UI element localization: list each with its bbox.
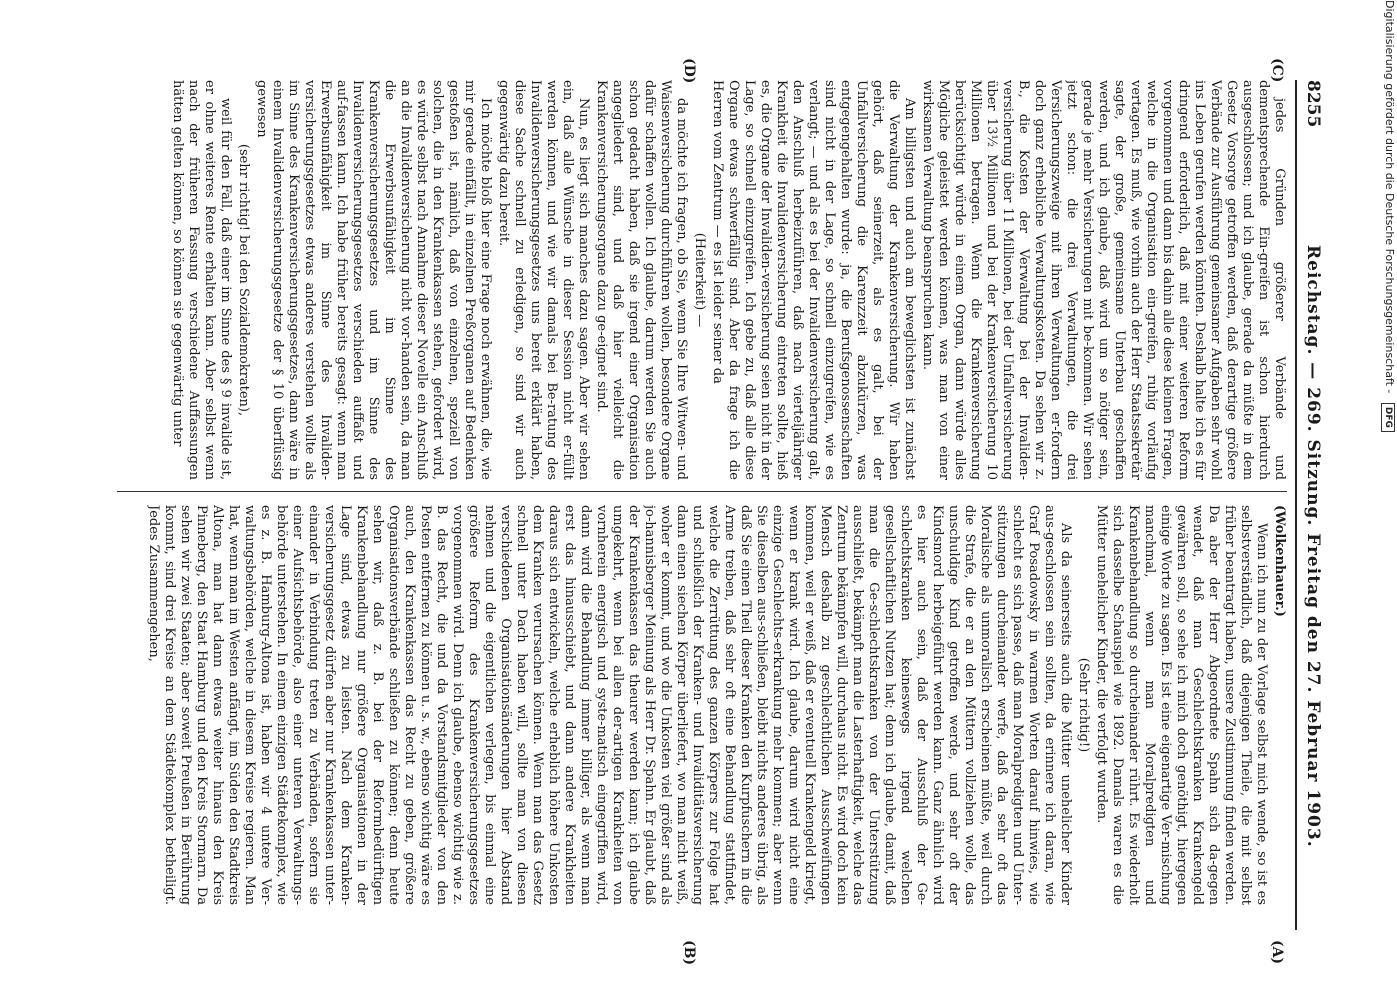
- dfg-logo: DFG: [1381, 403, 1395, 432]
- column-divider: [117, 491, 1287, 492]
- paragraph: Wenn ich nun zu der Vorlage selbst mich wende, so ist es selbstverständlich, daß diejenigen Theile, die mit selbst früher beantragt haben, unsere Zustimmung finden werden. Da aber der Herr Abgeordnete Spahn sich da-gegen wendet, daß man Geschlechtskranken Krankengeld gewähren soll, so sehe ich mich doch genöthigt, hiergegen einige Worte zu sagen. Es ist eine eigenartige Ver-mischung manchmal, wenn man Moralpredigten und Krankenbehandlung so durcheinander rührt. Es wiederholt sich dasselbe Schauspiel wie 1892. Damals waren es die Mütter unehelicher Kinder, die verfolgt wurden.: [1094, 505, 1269, 905]
- speaker-name: (Wolkenhauer.): [1272, 505, 1287, 617]
- interjection: (Heiterkeit) —: [692, 232, 707, 328]
- margin-mark-d: (D): [681, 58, 697, 84]
- page-title: Reichstag. — 269. Sitzung. Freitag den 27. Februar 1903.: [1303, 245, 1323, 848]
- digitization-note: [1381, 0, 1397, 1000]
- paragraph: Als da seinerseits auch die Mütter unehelicher Kinder aus-geschlossen sein sollten, da erinnere ich daran, wie Graf Posadowsky in warmen Worten darauf hinwies, wie schlecht es sich passe, daß man Moralpredigten und Unter-stützungen durcheinander werfe, daß da sehr oft das Moralische als unmoralisch erscheinen müßte, weil durch die Strafe, die er an den Müttern vollziehen wolle, das unschuldige Kind getroffen werde, und sehr oft der Kindsmord herbeigeführt werden kann. Ganz ähnlich wird es hier auch sein, daß der Ausschluß der Ge-schlechtskranken keineswegs irgend welchen gesellschaftlichen Nutzen hat; denn ich glaube, damit, daß man die Ge-schlechtskranken von der Unterstützung ausschließt, bekämpft man die Lasterhaftigkeit, welche das Zentrum bekämpfen will, durchaus nicht. Es wird doch kein Mensch deshalb zu geschlechtlichen Ausschweifungen kommen, weil er weiß, daß er eventuell Krankengeld kriegt, wenn er krank wird. Ich glaube, darum wird nicht eine einzige Geschlechts-erkrankung mehr kommen; aber wenn Sie dieselben aus-schließen, bleibt nichts anderes übrig, als daß Sie einen Theil dieser Kranken den Kurpfuschern in die Arme treiben, daß sehr oft eine Behandlung stattfindet, welche die Zerrüttung des ganzen Körpers zur Folge hat und schließlich der Kranken- und Invaliditätsversicherung dann einen siechen Körper überliefert, wo man nicht weiß, woher er kommt, und wo die Unkosten viel größer sind als jo-hannisberger Meinung als Herr Dr. Spahn. Er glaubt, daß der Krankenkassen das theurer werden kann; ich glaube umgekehrt, wenn bei allen der-artigen Krankheiten von vornherein energisch und syste-matisch eingegriffen wird, dann wird die Behandlung immer billiger, als wenn man erst das hinausschiebt, und dann andere Krankheiten daraus sich entwickeln, welche erheblich höhere Unkosten dem Kranken verursachen können. Wenn man das Gesetz schnell unter Dach haben will, sollte man von diesen verschiedenen Organisationsänderungen hier Abstand nehmen und die eigentlichen verlegen, bis einmal eine größere Reform des Krankenversicherungsgesetzes vorgenommen wird. Denn ich glaube, ebenso wichtig wie z. B. das Recht, die und da Vorstandsmitglieder von den Posten entfernen zu können u. s. w., ebenso wichtig wäre es auch, den Krankenkassen das Recht zu geben, größere Organisationsverbände schließen zu können; denn heute sehen wir, daß z. B. bei der Reformbedürftigen Krankenbehandlung nur größere Organisationen in der Lage sind, etwas zu leisten. Nach dem Kranken-versicherungsgesetz dürfen aber nur Krankenkassen unter-einander in Verbindung treten zu Verbänden, sofern sie einer Aufsichtsbehörde, also einer unteren Verwaltungs-behörde unterstehen. In einem einzigen Städtekomplex, wie es z. B. Hamburg-Altona ist, haben wir 4 untere Ver-waltungsbehörden, welche in diesem Kreise regieren. Man hat, wenn man im Westen anfängt, im Süden den Stadtkreis Altona, man hat dann etwas weiter hinaus den Kreis Pinneberg, den Staat Hamburg und den Kreis Stormarn. Da sehen wir zwei Staaten; aber soweit Preußen in Berührung kommt, sind drei Kreise an dem Städtekomplex betheiligt. Jedes Zusammengehen,: [146, 505, 1073, 905]
- page-header: [1295, 80, 1327, 930]
- paragraph: Nun, es liegt sich manches dazu sagen. Aber wir sehen ein, daß alle Wünsche in dieser Session nicht er-füllt werden können, und wie wir damals bei Be-ratung des Invalidenversicherungsgesetzes uns bereit erklärt haben, diese Sache schnell zu erledigen, so sind wir auch gegenwärtig dazu bereit.: [496, 80, 591, 480]
- interjection: (sehr richtig! bei den Sozialdemokraten),: [236, 143, 251, 417]
- paragraph: weil für den Fall, daß einer im Sinne des § 9 invalide ist, er ohne weiteres Rente erhalten kann. Aber selbst wenn nach der früheren Fassung verschiedene Auffassungen hätten gelten können, so können sie gegenwärtig unter: [170, 80, 233, 480]
- page-number: 8255: [1303, 80, 1323, 128]
- paragraph: Ich möchte bloß hier eine Frage noch erwähnen, die, wie mir gerade einfällt, in einzelnen Preßorganen auf Bedenken gestoßen ist, nämlich, daß von einzelnen, speziell von solchen, die in den Krankenkassen stehen, gefordert wird, es würde selbst nach Annahme dieser Novelle ein Anschluß an die Invalidenversicherung nicht vor-handen sein, da man die Erwerbsunfähigkeit im Sinne des Krankenversicherungsgesetzes und im Sinne des Invalidenversicherungsgesetzes verschieden auffaßt und auf-fassen kann. Ich habe früher bereits gesagt: wenn man Erwerbsunfähigkeit im Sinne des Invaliden-versicherungsgesetzes etwas anderes verstehen wollte als im Sinne des Krankenversicherungsgesetzes, dann wäre in einem Invalidenversicherungsgesetze der § 10 überflüssig gewesen: [254, 80, 493, 480]
- margin-mark-c: (C): [1269, 58, 1285, 83]
- interjection: (Sehr richtig!): [1076, 657, 1091, 753]
- paragraph: da möchte ich fragen, ob Sie, wenn Sie Ihre Witwen- und Waisenversicherung durchführen wollen, besondere Organe dafür schaffen wollen. Ich glaube, darum werden Sie auch schon gedacht haben, daß sie irgend einer Organisation angegliedert sind, und daß hier vielleicht die Krankenversicherungsorgane dazu ge-eignet sind.: [594, 80, 689, 480]
- digitization-note-text: Digitalisierung gefördert durch die Deutsche Forschungsgemeinschaft -: [1383, 0, 1396, 394]
- text-column-left: [117, 80, 1287, 480]
- paragraph: Am billigsten und auch am beweglichsten ist zunächst die Verwaltung der Krankenversicherung. Wir haben gehört, daß seinerzeit, als es galt, bei der Unfallversicherung die Karenzzeit abzukürzen, was entgegengehalten wurde: ja, die Berufsgenossenschaften sind nicht in der Lage, so schnell einzugreifen, wie es verlangt; — und als es bei der Invalidenversicherung galt, den Anschluß herbeizuführen, daß nach vierteljähriger Krankheit die Invalidenversicherung eintreten sollte, hieß es, die Organe der Invaliden-versicherung seien nicht in der Lage, so schnell einzugreifen. Ich gebe zu, daß alle diese Organe etwas schwerfällig sind. Aber da frage ich die Herren vom Zentrum — es ist leider seiner da: [710, 80, 917, 480]
- margin-mark-b: (B): [681, 940, 697, 966]
- paragraph: jedes Gründen größerer Verbände und dementsprechende Ein-greifen ist schon hierdurch ausgeschlossen; und ich glaube, gerade da müßte in dem Gesetz Vorsorge getroffen werden, daß derartige größere Verbände zur Ausführung gemeinsamer Aufgaben sehr wohl ins Leben gerufen werden könnten. Deshalb halte ich es für dringend erforderlich, daß mit einer weiteren Reform vorgenommen und dann bis dahin alle diese kleinen Fragen, welche in die Organisation ein-greifen, ruhig vorläufig vertagen. Es muß, wie vorhin auch der Herr Staatssekretär sagte, der große, gemeinsame Unterbau geschaffen werden, und ich glaube, daß wird um so nötiger sein, gerade je mehr Versicherungen mit be-kommen. Wir sehen jetzt schon: die drei Verwaltungen, die drei Versicherungszweige mit ihren Verwaltungen er-fordern doch ganz erhebliche Verwaltungskosten. Da sehen wir z. B., die Kosten der Verwaltung bei der Invaliden-versicherung über 11 Millionen, bei der Unfallversicherung über 13½ Millionen und bei der Krankenversicherung 10 Millionen betragen. Wenn die Krankenversicherung berücksichtigt würde in einem Organ, dann würde alles Mögliche geleistet werden können, was man von einer wirksamen Verwaltung beanspruchen kann.: [920, 80, 1287, 480]
- text-column-right: [117, 505, 1287, 905]
- margin-mark-a: (A): [1269, 940, 1285, 965]
